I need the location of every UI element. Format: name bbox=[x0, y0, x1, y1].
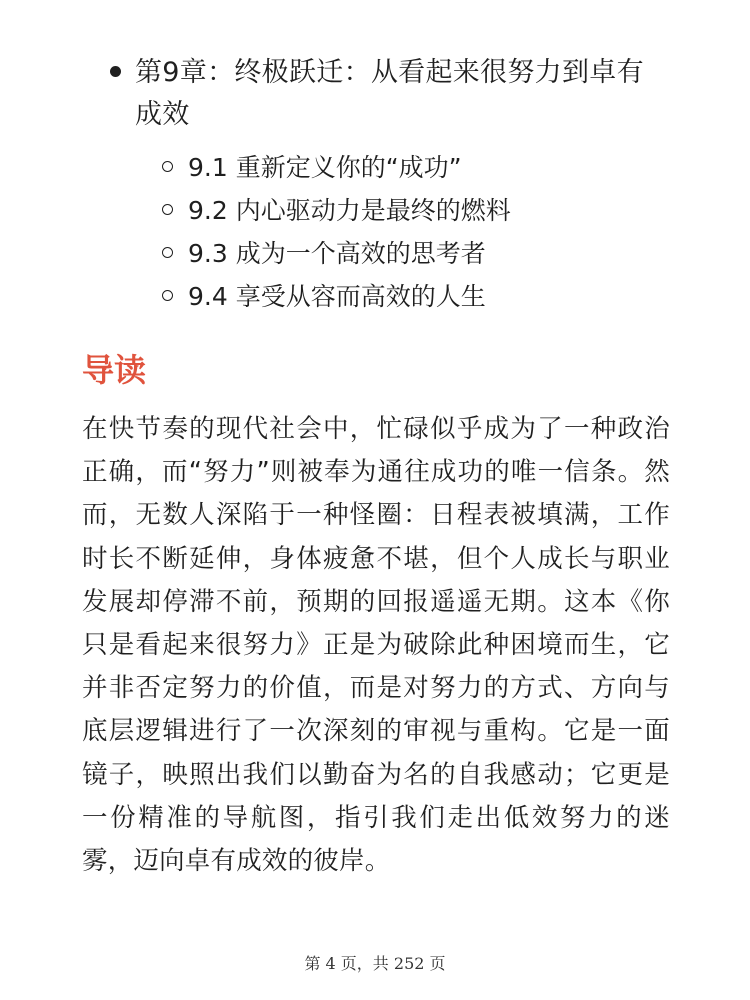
section-item bbox=[162, 146, 662, 189]
intro-heading: 导读 bbox=[82, 351, 147, 389]
bullet-circle-icon bbox=[162, 247, 173, 258]
bullet-disc-icon bbox=[110, 66, 121, 77]
section-item-label: 9.3 成为一个高效的思考者 bbox=[188, 239, 486, 268]
section-list bbox=[162, 146, 662, 318]
section-item-label: 9.1 重新定义你的“成功” bbox=[188, 153, 462, 182]
bullet-circle-icon bbox=[162, 161, 173, 172]
section-item-label: 9.4 享受从容而高效的人生 bbox=[188, 282, 486, 311]
section-item bbox=[162, 232, 662, 275]
section-item-label: 9.2 内心驱动力是最终的燃料 bbox=[188, 196, 511, 225]
intro-paragraph: 在快节奏的现代社会中，忙碌似乎成为了一种政治正确，而“努力”则被奉为通往成功的唯一信条。然而，无数人深陷于一种怪圈：日程表被填满，工作时长不断延伸，身体疲惫不堪，但个人成长与职业发展却停滞不前，预期的回报遥遥无期。这本《你只是看起来很努力》正是为破除此种困境而生，它并非否定努力的价值，而是对努力的方式、方向与底层逻辑进行了一次深刻的审视与重构。它是一面镜子，映照出我们以勤奋为名的自我感动；它更是一份精准的导航图，指引我们走出低效努力的迷雾，迈向卓有成效的彼岸。 bbox=[82, 414, 670, 877]
bullet-circle-icon bbox=[162, 204, 173, 215]
bullet-circle-icon bbox=[162, 290, 173, 301]
chapter-title: 第9章：终极跃迁：从看起来很努力到卓有成效 bbox=[135, 57, 644, 130]
section-item bbox=[162, 189, 662, 232]
section-item bbox=[162, 275, 662, 318]
page-number: 第 4 页，共 252 页 bbox=[304, 954, 446, 973]
